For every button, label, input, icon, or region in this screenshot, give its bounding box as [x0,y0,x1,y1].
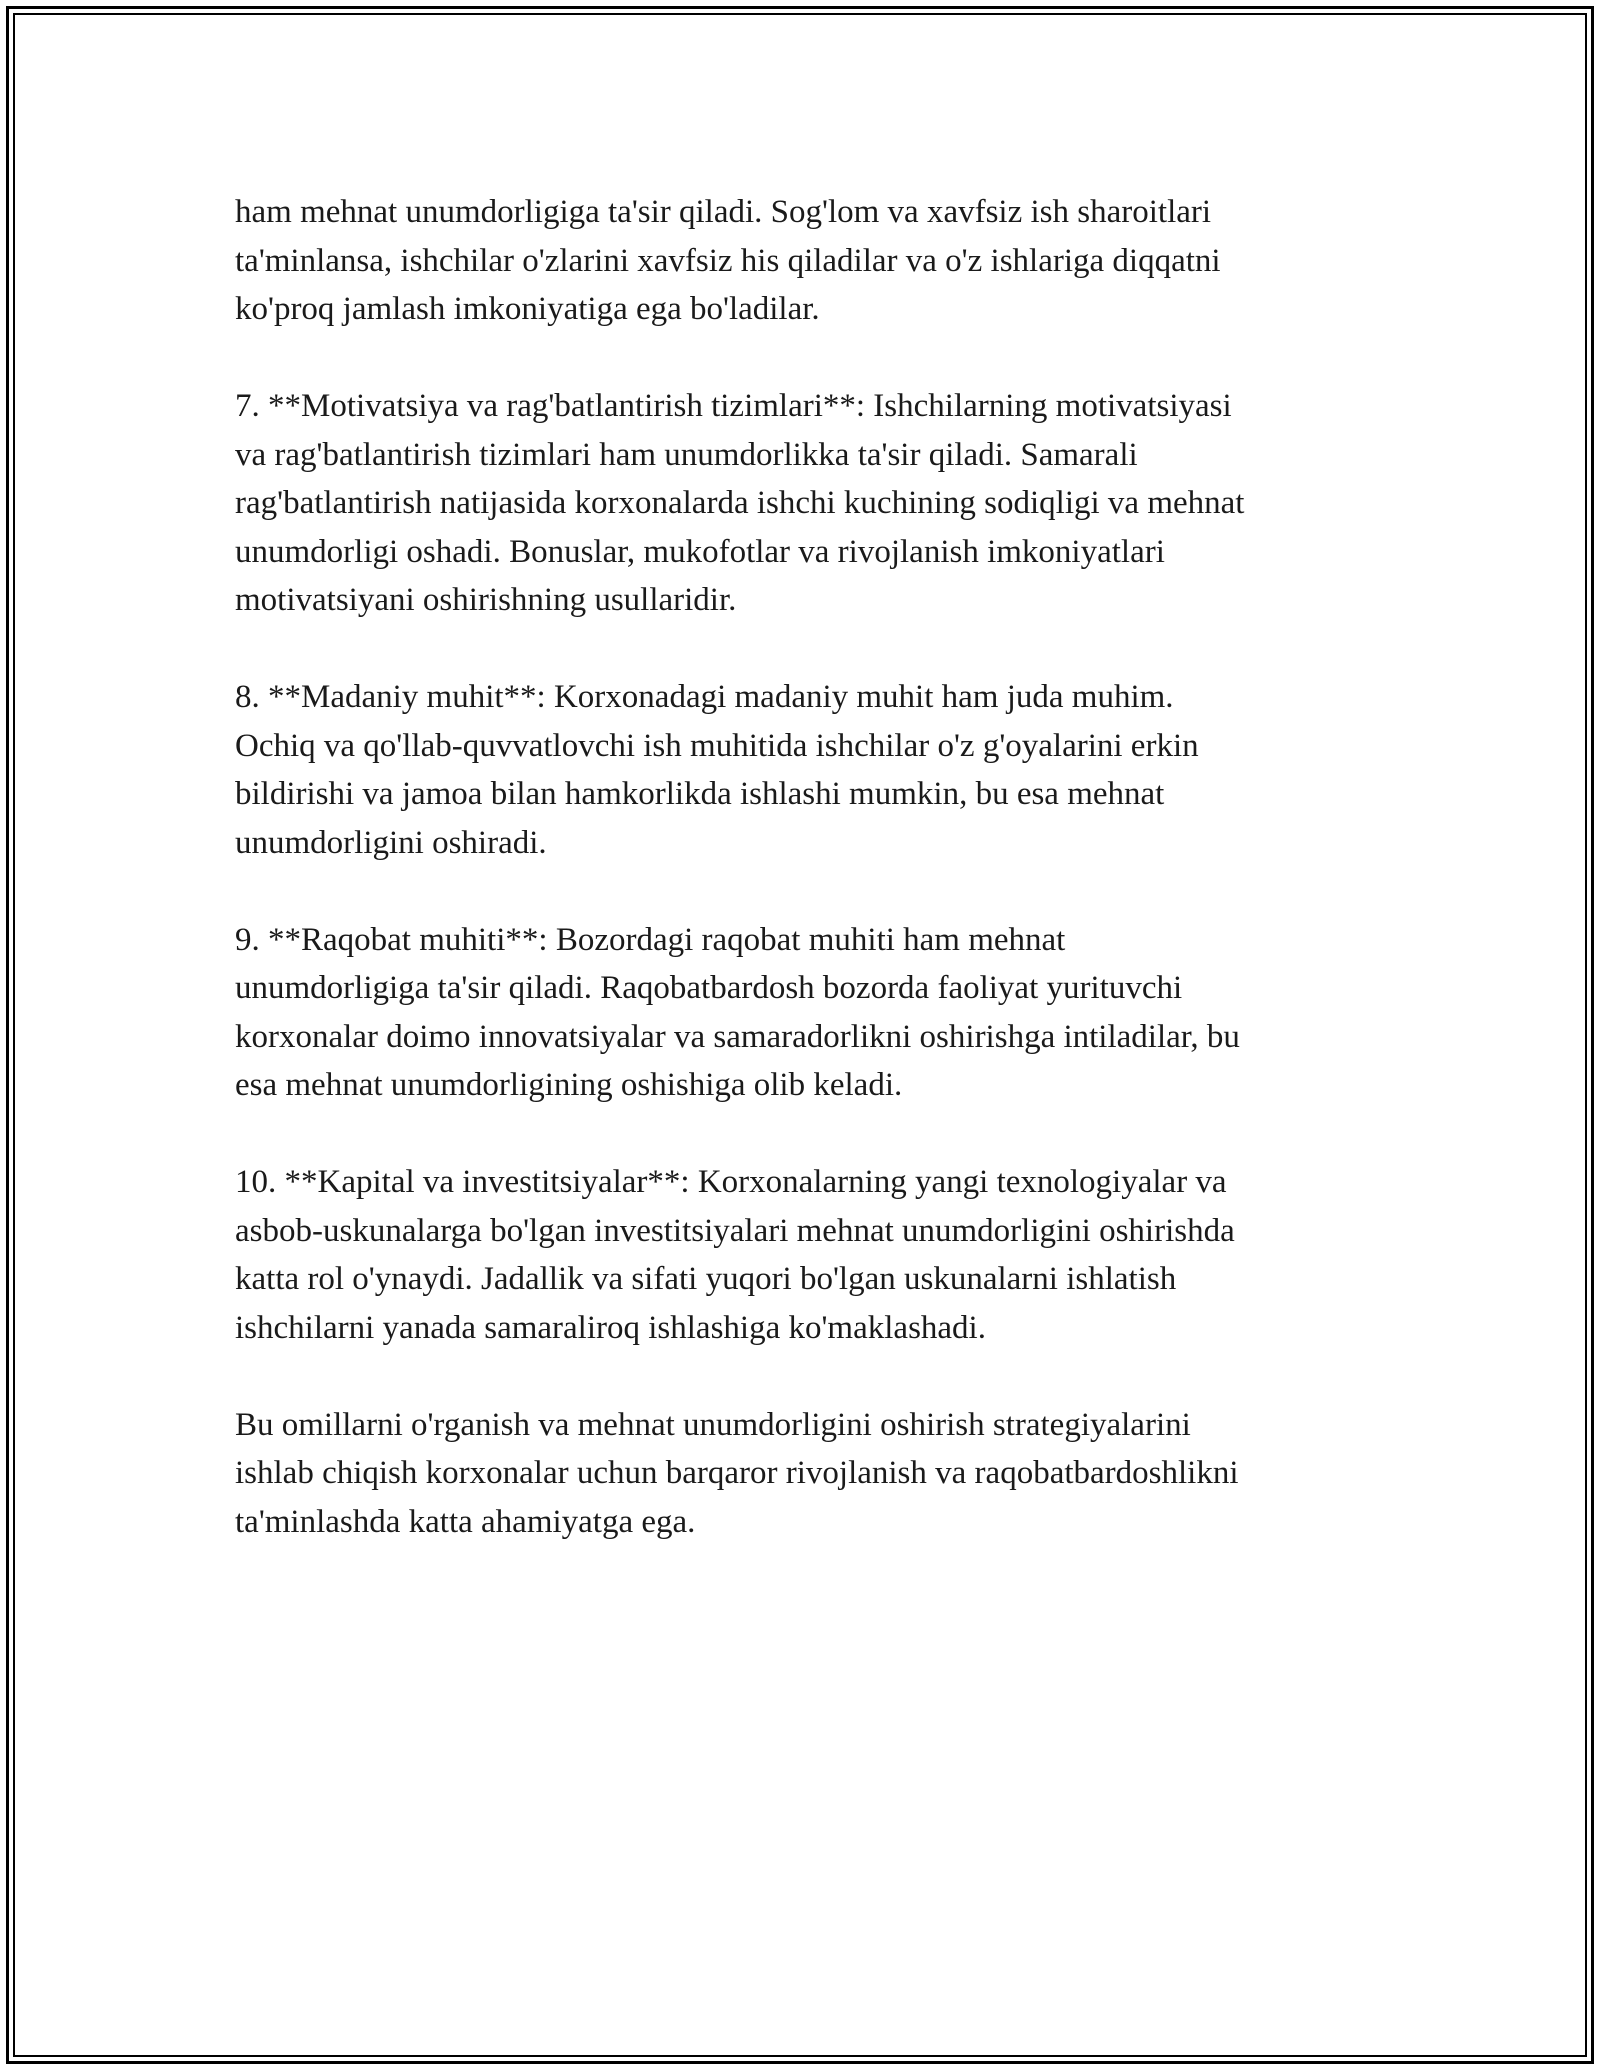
text-line: unumdorligiga ta'sir qiladi. Raqobatbardosh bozorda faoliyat yurituvchi [235,970,1183,1006]
paragraph-conclusion [235,1401,1365,1547]
text-line: rag'batlantirish natijasida korxonalarda ishchi kuchining sodiqligi va mehnat [235,485,1245,521]
text-line: esa mehnat unumdorligining oshishiga olib keladi. [235,1067,903,1103]
text-line: ham mehnat unumdorligiga ta'sir qiladi. Sog'lom va xavfsiz ish sharoitlari [235,194,1212,230]
text-line: ko'proq jamlash imkoniyatiga ega bo'ladilar. [235,291,820,327]
paragraph-item-7 [235,382,1365,625]
text-line: ishchilarni yanada samaraliroq ishlashiga ko'maklashadi. [235,1309,986,1346]
text-line: Bu omillarni o'rganish va mehnat unumdorligini oshirish strategiyalarini [235,1406,1191,1443]
text-line: unumdorligini oshiradi. [235,824,547,861]
text-line: katta rol o'ynaydi. Jadallik va sifati yuqori bo'lgan uskunalarni ishlatish [235,1261,1177,1297]
text-line: 7. **Motivatsiya va rag'batlantirish tizimlari**: Ishchilarning motivatsiyasi [235,388,1232,424]
text-line: ta'minlansa, ishchilar o'zlarini xavfsiz his qiladilar va o'z ishlariga diqqatni [235,242,1221,279]
text-line: unumdorligi oshadi. Bonuslar, mukofotlar va rivojlanish imkoniyatlari [235,533,1165,570]
text-line: 9. **Raqobat muhiti**: Bozordagi raqobat muhiti ham mehnat [235,921,1066,958]
text-line: ishlab chiqish korxonalar uchun barqaror rivojlanish va raqobatbardoshlikni [235,1455,1239,1491]
text-line: ta'minlashda katta ahamiyatga ega. [235,1503,696,1540]
document-body [235,188,1365,1595]
paragraph-item-9 [235,916,1365,1110]
text-line: 10. **Kapital va investitsiyalar**: Korxonalarning yangi texnologiyalar va [235,1164,1227,1200]
text-line: asbob-uskunalarga bo'lgan investitsiyalari mehnat unumdorligini oshirishda [235,1212,1235,1249]
text-line: va rag'batlantirish tizimlari ham unumdorlikka ta'sir qiladi. Samarali [235,436,1138,473]
text-line: motivatsiyani oshirishning usullaridir. [235,582,737,618]
paragraph-item-8 [235,673,1365,867]
text-line: bildirishi va jamoa bilan hamkorlikda ishlashi mumkin, bu esa mehnat [235,776,1165,812]
text-line: 8. **Madaniy muhit**: Korxonadagi madaniy muhit ham juda muhim. [235,679,1174,715]
text-line: korxonalar doimo innovatsiyalar va samaradorlikni oshirishga intiladilar, bu [235,1018,1240,1055]
text-line: Ochiq va qo'llab-quvvatlovchi ish muhitida ishchilar o'z g'oyalarini erkin [235,727,1199,764]
paragraph-item-10 [235,1158,1365,1352]
paragraph-intro-continuation [235,188,1365,334]
